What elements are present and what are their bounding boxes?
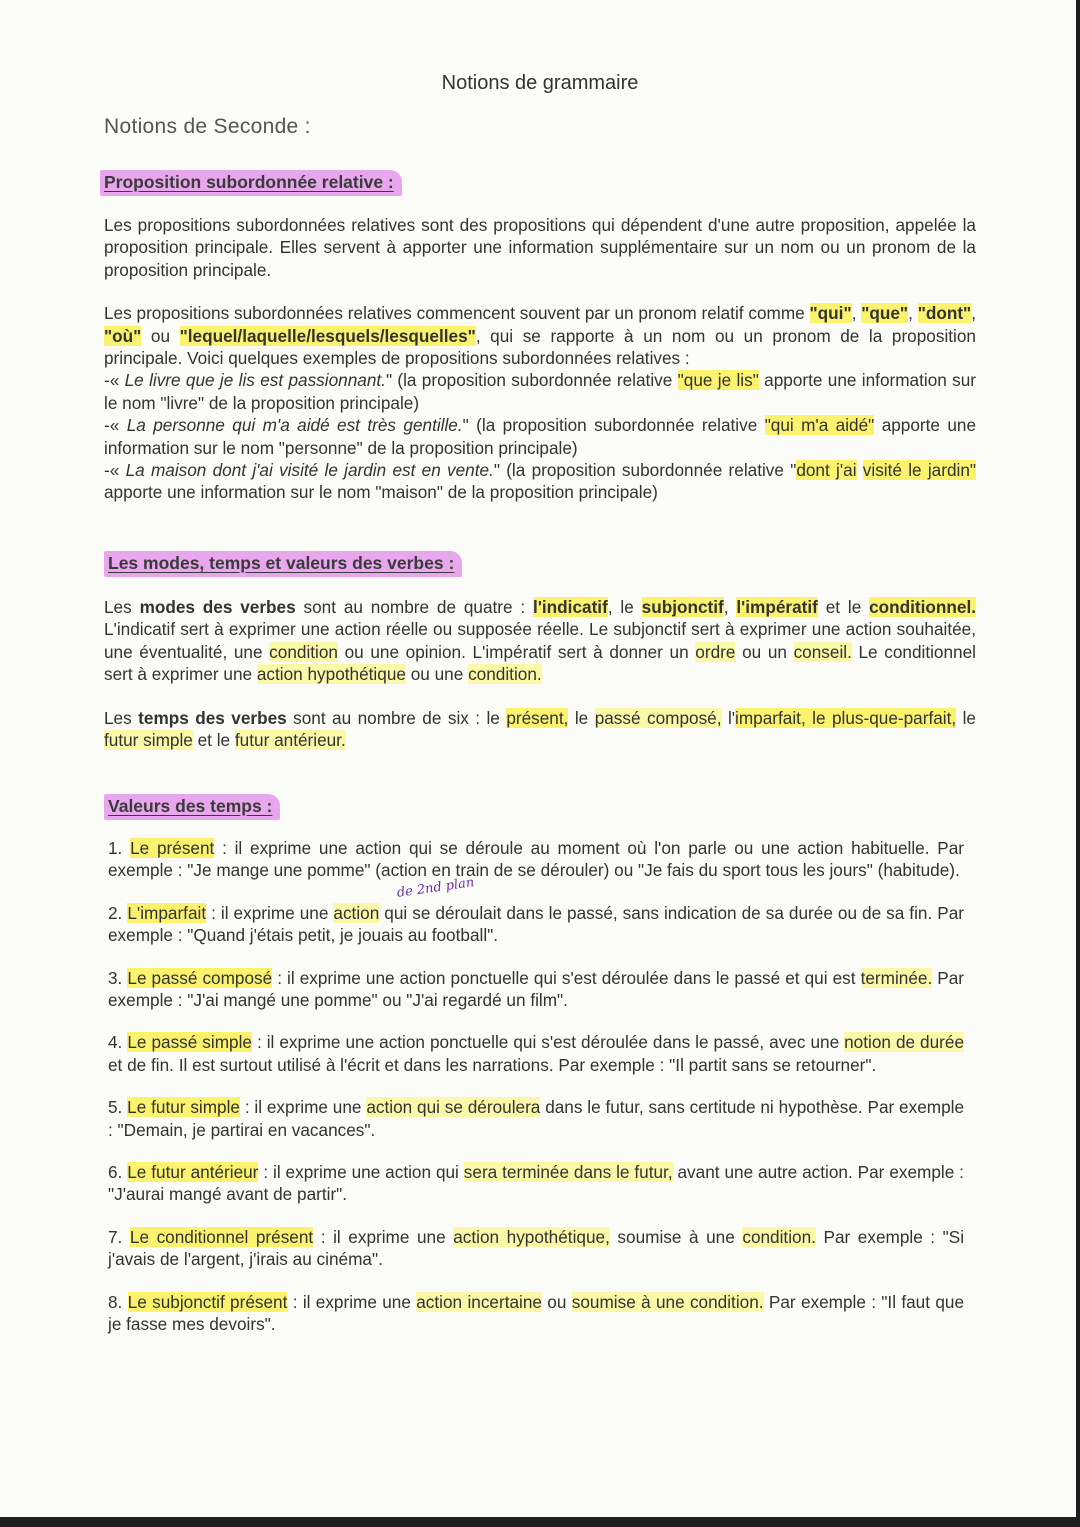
valeur-item-passe-simple: 4. Le passé simple : il exprime une action ponctuelle qui s'est déroulée dans le passé, avec une notion de durée et de fin. Il est surtout utilisé à l'écrit et dans les narrations. Par exemple : "Il partit sans se retourner". (108, 1032, 965, 1075)
heading-relative-clause: Proposition subordonnée relative : (100, 170, 402, 196)
valeur-item-futur-anterieur: 6. Le futur antérieur : il exprime une action qui sera terminée dans le futur, avant une autre action. Par exemple : "J'aurai mangé avant de partir". (108, 1162, 964, 1205)
pronoun-lequel: "lequel/laquelle/lesquels/lesquelles" (179, 325, 476, 346)
valeur-item-futur-simple: 5. Le futur simple : il exprime une action qui se déroulera dans le futur, sans certitude ni hypothèse. Par exemple : "Demain, je partirai en vacances". (108, 1097, 965, 1140)
pronoun-que: "que" (861, 303, 909, 324)
temps-paragraph: Les temps des verbes sont au nombre de six : le présent, le passé composé, l'imparfait, le plus-que-parfait, le futur simple et le futur antérieur. (104, 707, 976, 751)
scan-edge-bottom (0, 1517, 1080, 1527)
relative-section (104, 214, 976, 504)
handwritten-note: de 2nd plan (396, 875, 476, 901)
scan-edge-right (1076, 0, 1080, 1527)
pronoun-qui: "qui" (809, 303, 852, 324)
modes-paragraph: Les modes des verbes sont au nombre de quatre : l'indicatif, le subjonctif, l'impératif et le conditionnel. L'indicatif sert à exprimer une action réelle ou supposée réelle. Le subjonctif sert à exprimer une action souhaitée, une éventualité, une condition ou une opinion. L'impératif sert à donner un ordre ou un conseil. Le conditionnel sert à exprimer une action hypothétique ou une condition. (104, 597, 977, 685)
heading-modes: Les modes, temps et valeurs des verbes : (104, 551, 462, 577)
pronoun-ou: "où" (104, 325, 142, 346)
relative-example-1: -« Le livre que je lis est passionnant." (la proposition subordonnée relative "que je lis" apporte une information sur le nom "livre" de la proposition principale) (104, 370, 977, 413)
relative-paragraph-1: Les propositions subordonnées relatives sont des propositions qui dépendent d'une autre proposition, appelée la proposition principale. Elles servent à apporter une information supplémentaire sur un nom ou un pronom de la proposition principale. (104, 215, 976, 280)
valeur-item-conditionnel: 7. Le conditionnel présent : il exprime une action hypothétique, soumise à une condition. Par exemple : "Si j'avais de l'argent, j'irais au cinéma". (108, 1226, 965, 1270)
modes-section (104, 596, 976, 751)
relative-paragraph-2: Les propositions subordonnées relatives commencent souvent par un pronom relatif comme "qui", "que", "dont", "où" ou "lequel/laquelle/lesquels/lesquelles", qui se rapporte à un nom ou un pronom de la proposition principale. Voici quelques exemples de propositions subordonnées relatives : (104, 303, 976, 369)
valeur-item-imparfait: 2. L'imparfait : il exprime une action qui se déroulait dans le passé, sans indication de sa durée ou de sa fin. Par exemple : "Quand j'étais petit, je jouais au football". (108, 902, 964, 946)
pronoun-dont: "dont" (917, 303, 972, 324)
valeurs-list (108, 837, 964, 1336)
page-title: Notions de grammaire (441, 72, 639, 94)
valeur-item-present: 1. Le présent : il exprime une action qui se déroule au moment où l'on parle ou une action habituelle. Par exemple : "Je mange une pomme" (action en train de se dérouler) ou "Je fais du sport tous les jours" (habitude). (108, 838, 964, 881)
relative-example-3: -« La maison dont j'ai visité le jardin est en vente." (la proposition subordonnée relative "dont j'ai visité le jardin" apporte une information sur le nom "maison" de la proposition principale) (104, 460, 976, 503)
heading-valeurs: Valeurs des temps : (104, 794, 280, 820)
valeur-item-passe-compose: 3. Le passé composé : il exprime une action ponctuelle qui s'est déroulée dans le passé et qui est terminée. Par exemple : "J'ai mangé une pomme" ou "J'ai regardé un film". (108, 967, 965, 1011)
section-level-title: Notions de Seconde : (104, 115, 311, 138)
valeur-item-subjonctif: 8. Le subjonctif présent : il exprime une action incertaine ou soumise à une condition. Par exemple : "Il faut que je fasse mes devoirs". (108, 1291, 965, 1335)
relative-example-2: -« La personne qui m'a aidé est très gentille." (la proposition subordonnée relative "qui m'a aidé" apporte une information sur le nom "personne" de la proposition principale) (104, 415, 977, 458)
